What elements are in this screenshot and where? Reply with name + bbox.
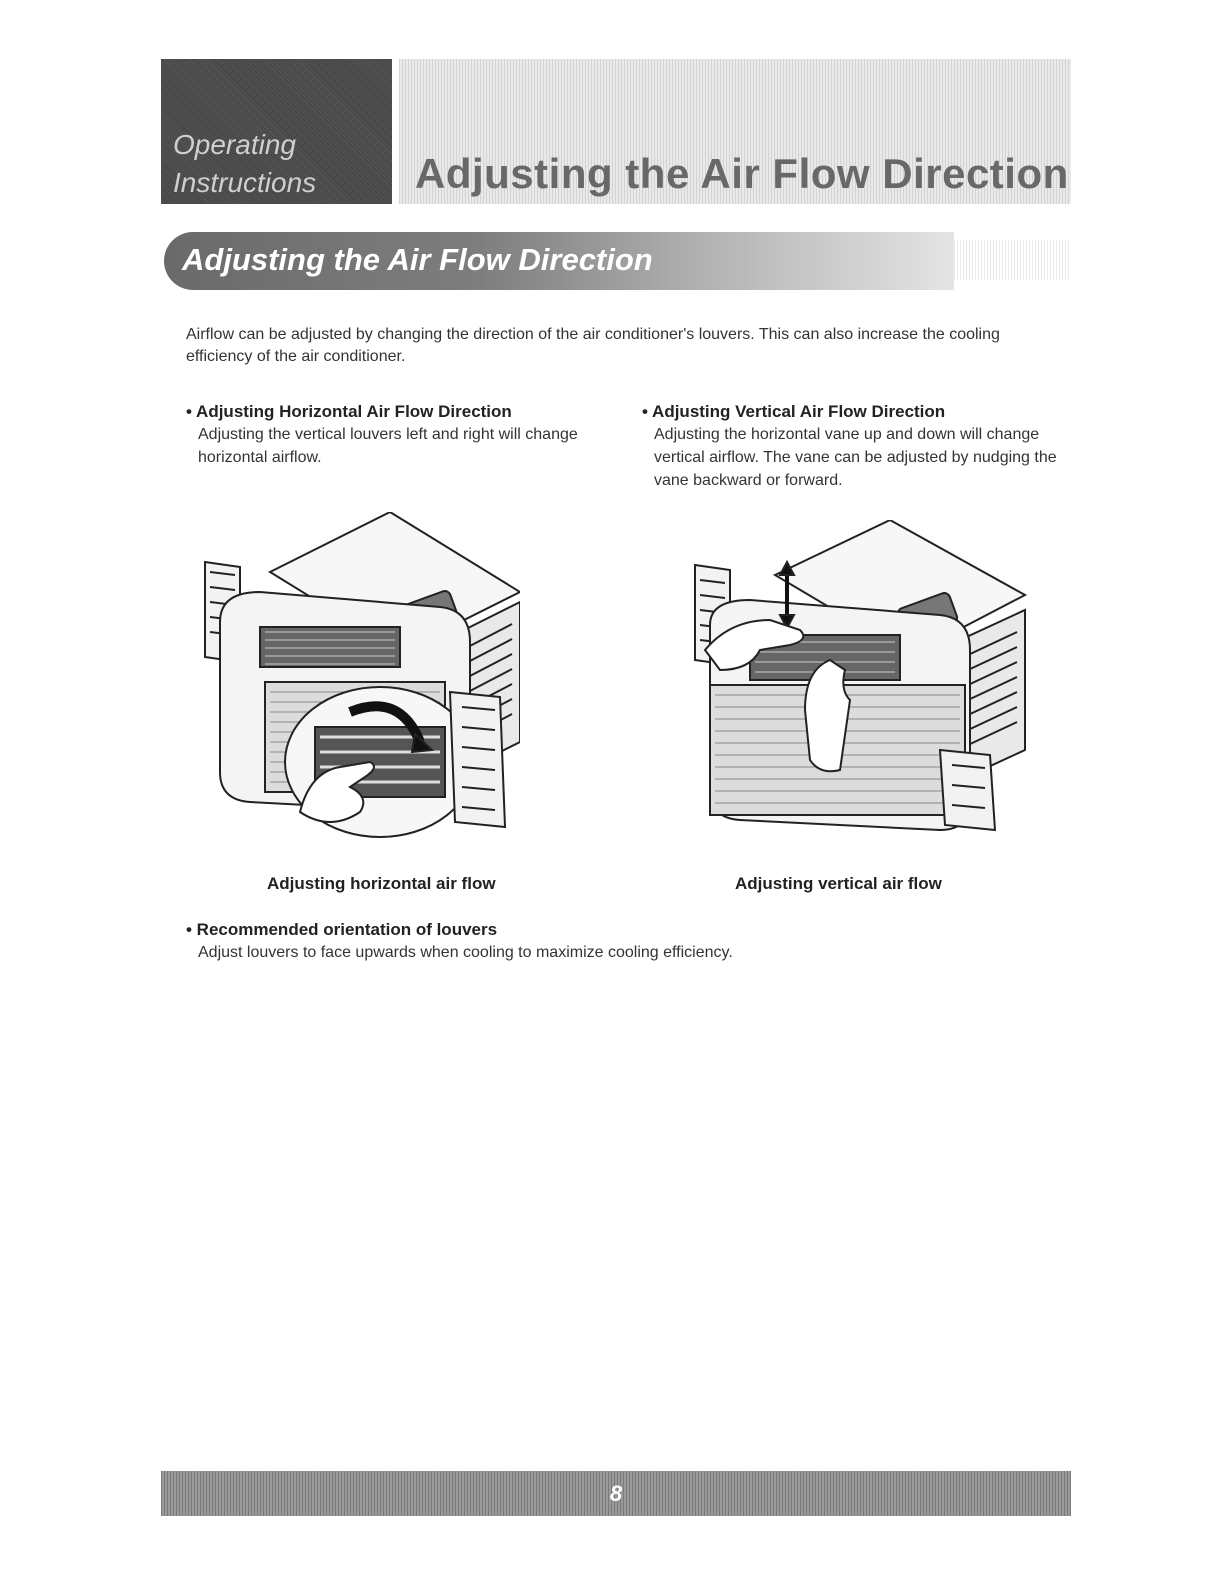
recommended-heading: • Recommended orientation of louvers [186,920,498,939]
section-label-line2: Instructions [173,167,317,198]
horizontal-body: Adjusting the vertical louvers left and right will change horizontal airflow. [198,426,578,466]
section-banner [164,232,954,290]
intro-paragraph: Airflow can be adjusted by changing the direction of the air conditioner's louvers. This can also increase the cooling efficiency of the air conditioner. [186,326,1000,365]
section-banner-title: Adjusting the Air Flow Direction [182,242,653,277]
page-footer [161,1471,1071,1516]
caption-vertical: Adjusting vertical air flow [735,874,942,893]
header-title-area [399,59,1071,204]
page-header [161,59,1071,204]
vertical-body: Adjusting the horizontal vane up and down will change vertical airflow. The vane can be adjusted by nudging the vane backward or forward. [654,426,1057,489]
recommended-section [186,918,986,964]
vertical-heading: • Adjusting Vertical Air Flow Direction [642,402,946,421]
air-conditioner-horizontal-illustration [200,512,520,847]
section-tab [161,59,392,204]
page-number: 8 [609,1481,623,1506]
page-title: Adjusting the Air Flow Direction [415,150,1069,197]
horizontal-section [186,400,586,469]
vertical-section [642,400,1062,492]
banner-decoration [954,240,1069,280]
section-label-line1: Operating [173,129,296,160]
air-conditioner-vertical-illustration [690,520,1035,850]
recommended-body: Adjust louvers to face upwards when cooling to maximize cooling efficiency. [198,944,733,961]
caption-horizontal: Adjusting horizontal air flow [267,874,496,893]
horizontal-heading: • Adjusting Horizontal Air Flow Direction [186,402,512,421]
